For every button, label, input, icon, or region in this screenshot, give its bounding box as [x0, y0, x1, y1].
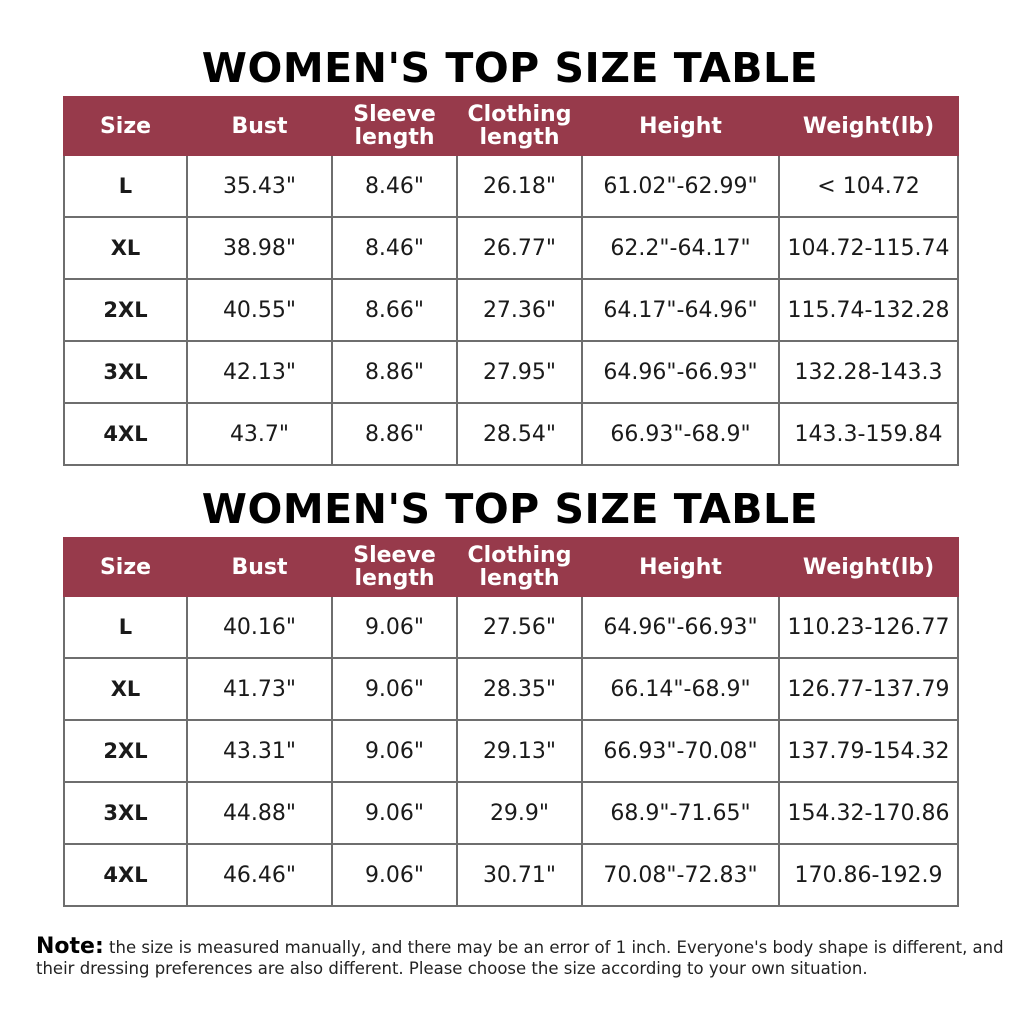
- table-cell: 64.96"-66.93": [582, 596, 779, 658]
- table-cell: 126.77-137.79: [779, 658, 958, 720]
- table-cell: 8.66": [332, 279, 457, 341]
- table-cell: 35.43": [187, 155, 332, 217]
- table-cell: 61.02"-62.99": [582, 155, 779, 217]
- size-cell: 2XL: [64, 279, 187, 341]
- table-cell: 8.46": [332, 155, 457, 217]
- table-cell: 26.18": [457, 155, 582, 217]
- size-cell: XL: [64, 217, 187, 279]
- table-cell: 8.86": [332, 403, 457, 465]
- table-row: [64, 341, 958, 403]
- size-cell: 3XL: [64, 782, 187, 844]
- table-cell: 42.13": [187, 341, 332, 403]
- sizing-note: [36, 936, 1006, 979]
- size-cell: 4XL: [64, 403, 187, 465]
- table-cell: 68.9"-71.65": [582, 782, 779, 844]
- table-cell: 70.08"-72.83": [582, 844, 779, 906]
- table-cell: 66.93"-70.08": [582, 720, 779, 782]
- table-cell: 132.28-143.3: [779, 341, 958, 403]
- table-cell: 26.77": [457, 217, 582, 279]
- table-cell: 27.36": [457, 279, 582, 341]
- table-title: WOMEN'S TOP SIZE TABLE: [201, 485, 819, 533]
- table-cell: 27.95": [457, 341, 582, 403]
- table-cell: 41.73": [187, 658, 332, 720]
- table-cell: 9.06": [332, 782, 457, 844]
- table-cell: 9.06": [332, 720, 457, 782]
- table-cell: 8.86": [332, 341, 457, 403]
- table-cell: 27.56": [457, 596, 582, 658]
- size-cell: 4XL: [64, 844, 187, 906]
- column-header: Size: [64, 538, 187, 596]
- table-cell: 154.32-170.86: [779, 782, 958, 844]
- table-cell: < 104.72: [779, 155, 958, 217]
- size-cell: XL: [64, 658, 187, 720]
- size-table-section-1: [63, 40, 957, 466]
- column-header: Size: [64, 97, 187, 155]
- size-table: [63, 537, 959, 907]
- table-row: [64, 596, 958, 658]
- table-row: [64, 217, 958, 279]
- table-row: [64, 720, 958, 782]
- table-row: [64, 403, 958, 465]
- table-cell: 110.23-126.77: [779, 596, 958, 658]
- table-cell: 40.16": [187, 596, 332, 658]
- size-table-section-2: [63, 481, 957, 907]
- table-cell: 104.72-115.74: [779, 217, 958, 279]
- column-header: Bust: [187, 538, 332, 596]
- size-cell: L: [64, 596, 187, 658]
- table-cell: 44.88": [187, 782, 332, 844]
- table-cell: 29.13": [457, 720, 582, 782]
- note-label: Note:: [36, 934, 104, 959]
- table-cell: 66.93"-68.9": [582, 403, 779, 465]
- size-cell: 3XL: [64, 341, 187, 403]
- column-header: Sleeve length: [332, 97, 457, 155]
- table-cell: 9.06": [332, 844, 457, 906]
- column-header: Height: [582, 97, 779, 155]
- table-row: [64, 658, 958, 720]
- table-cell: 9.06": [332, 596, 457, 658]
- table-cell: 38.98": [187, 217, 332, 279]
- size-cell: 2XL: [64, 720, 187, 782]
- table-cell: 28.35": [457, 658, 582, 720]
- table-cell: 66.14"-68.9": [582, 658, 779, 720]
- table-cell: 137.79-154.32: [779, 720, 958, 782]
- header-row: [64, 97, 958, 155]
- table-cell: 8.46": [332, 217, 457, 279]
- table-cell: 30.71": [457, 844, 582, 906]
- table-cell: 28.54": [457, 403, 582, 465]
- table-cell: 43.31": [187, 720, 332, 782]
- table-cell: 115.74-132.28: [779, 279, 958, 341]
- header-row: [64, 538, 958, 596]
- table-row: [64, 155, 958, 217]
- size-table: [63, 96, 959, 466]
- table-cell: 46.46": [187, 844, 332, 906]
- table-cell: 9.06": [332, 658, 457, 720]
- table-cell: 170.86-192.9: [779, 844, 958, 906]
- column-header: Bust: [187, 97, 332, 155]
- table-row: [64, 279, 958, 341]
- column-header: Clothing length: [457, 538, 582, 596]
- column-header: Weight(lb): [779, 538, 958, 596]
- table-cell: 43.7": [187, 403, 332, 465]
- table-row: [64, 782, 958, 844]
- table-cell: 64.96"-66.93": [582, 341, 779, 403]
- table-cell: 64.17"-64.96": [582, 279, 779, 341]
- table-cell: 143.3-159.84: [779, 403, 958, 465]
- column-header: Weight(lb): [779, 97, 958, 155]
- size-cell: L: [64, 155, 187, 217]
- table-title: WOMEN'S TOP SIZE TABLE: [201, 44, 819, 92]
- column-header: Clothing length: [457, 97, 582, 155]
- note-text: the size is measured manually, and there may be an error of 1 inch. Everyone's body shape is different, and their dressing preferences are also different. Please choose the size according to your own situation.: [36, 938, 1004, 978]
- column-header: Height: [582, 538, 779, 596]
- table-row: [64, 844, 958, 906]
- table-cell: 29.9": [457, 782, 582, 844]
- table-cell: 62.2"-64.17": [582, 217, 779, 279]
- column-header: Sleeve length: [332, 538, 457, 596]
- table-cell: 40.55": [187, 279, 332, 341]
